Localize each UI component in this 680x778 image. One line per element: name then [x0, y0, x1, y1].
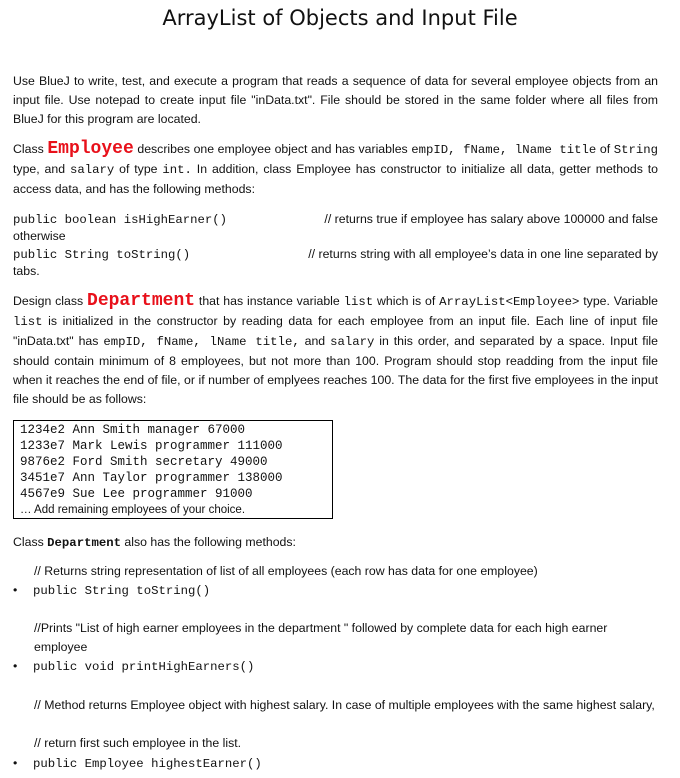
- string-keyword: String: [613, 143, 658, 157]
- department-methods-intro: [13, 533, 658, 552]
- int-keyword: int.: [162, 163, 192, 177]
- intro-paragraph: Use BlueJ to write, test, and execute a program that reads a sequence of data for several employee objects from an input file. Use notepad to create input file "inData.txt". File should be stored in the same folder where all files from BlueJ for this program are located.: [13, 74, 658, 126]
- method-comment: // returns true if employee has salary above 100000 and false: [324, 212, 658, 226]
- data-row: 9876e2 Ford Smith secretary 49000: [20, 455, 268, 469]
- method-signature: public String toString(): [13, 248, 191, 262]
- department-text: in this order, and separated by a space. Input file should contain minimum of 8 employees, but not more than 100. Program should stop readding from the input file when it reaches the end of file, or if number of emplyees reaches 100. The data for the first five employees in the input file should be as follows:: [13, 334, 659, 406]
- method-comment: // returns string with all employee’s data in one line separated by: [308, 247, 658, 261]
- employee-text: of: [599, 142, 614, 156]
- employee-text: In addition, class Employee has constructor to initialize all data, getter methods to access data, and has the following methods:: [13, 162, 659, 196]
- method-signature: public void printHighEarners(): [33, 660, 255, 674]
- salary-keyword: salary: [330, 335, 375, 349]
- department-text: is initialized in the constructor by reading data for each employee from an input file. Each line of input file "inData.txt" has: [13, 314, 658, 348]
- bullet-dot: •: [13, 659, 18, 673]
- employee-paragraph: [13, 140, 658, 199]
- employee-text: describes one employee object and has variables: [133, 142, 412, 156]
- list-keyword: list: [13, 315, 43, 329]
- comment-highestearner-2: // return first such employee in the list.: [34, 736, 242, 750]
- arraylist-type: ArrayList<Employee>: [439, 295, 580, 309]
- department-text: and: [299, 334, 331, 348]
- comment-highestearner: // Method returns Employee object with highest salary. In case of multiple employees with the same highest salary,: [34, 698, 655, 712]
- salary-keyword: salary: [69, 163, 115, 177]
- department-text: type. Variable: [579, 294, 658, 308]
- data-row: 4567e9 Sue Lee programmer 91000: [20, 487, 253, 501]
- method-signature: public boolean isHighEarner(): [13, 213, 228, 227]
- department-text: Class: [13, 535, 48, 549]
- bullet-highestearner: [13, 754, 262, 774]
- fields-list: empID, fName, lName title,: [103, 335, 300, 349]
- data-more-note: … Add remaining employees of your choice.: [20, 504, 246, 516]
- bullet-dot: •: [13, 756, 18, 770]
- employee-text: type, and: [13, 162, 70, 176]
- department-class-ref: Department: [47, 536, 121, 550]
- department-class-name: Department: [87, 291, 196, 311]
- employee-text: of type: [114, 162, 163, 176]
- method-signature: public Employee highestEarner(): [33, 757, 262, 771]
- list-keyword: list: [343, 295, 374, 309]
- employee-text: Class: [13, 142, 48, 156]
- employee-class-name: Employee: [47, 139, 134, 159]
- method-comment-cont: otherwise: [13, 229, 66, 243]
- input-data-box: [13, 420, 333, 519]
- data-row: 1233e7 Mark Lewis programmer 111000: [20, 439, 283, 453]
- comment-tostring: // Returns string representation of list of all employees (each row has data for one employee): [34, 564, 538, 578]
- department-paragraph: [13, 292, 658, 409]
- method-signature: public String toString(): [33, 584, 211, 598]
- department-text: which is of: [373, 294, 440, 308]
- department-text: Design class: [13, 294, 88, 308]
- comment-printhighearners: //Prints "List of high earner employees in the department " followed by complete data for each high earner employee: [34, 621, 608, 654]
- data-row: 3451e7 Ann Taylor programmer 138000: [20, 471, 283, 485]
- bullet-tostring: [13, 581, 210, 601]
- bullet-printhighearners: [13, 657, 254, 677]
- bullet-dot: •: [13, 583, 18, 597]
- page-title: ArrayList of Objects and Input File: [162, 6, 518, 30]
- department-text: that has instance variable: [195, 294, 344, 308]
- method-comment-cont: tabs.: [13, 264, 40, 278]
- data-row: 1234e2 Ann Smith manager 67000: [20, 423, 246, 437]
- department-text: also has the following methods:: [120, 535, 296, 549]
- employee-vars: empID, fName, lName title: [411, 143, 597, 157]
